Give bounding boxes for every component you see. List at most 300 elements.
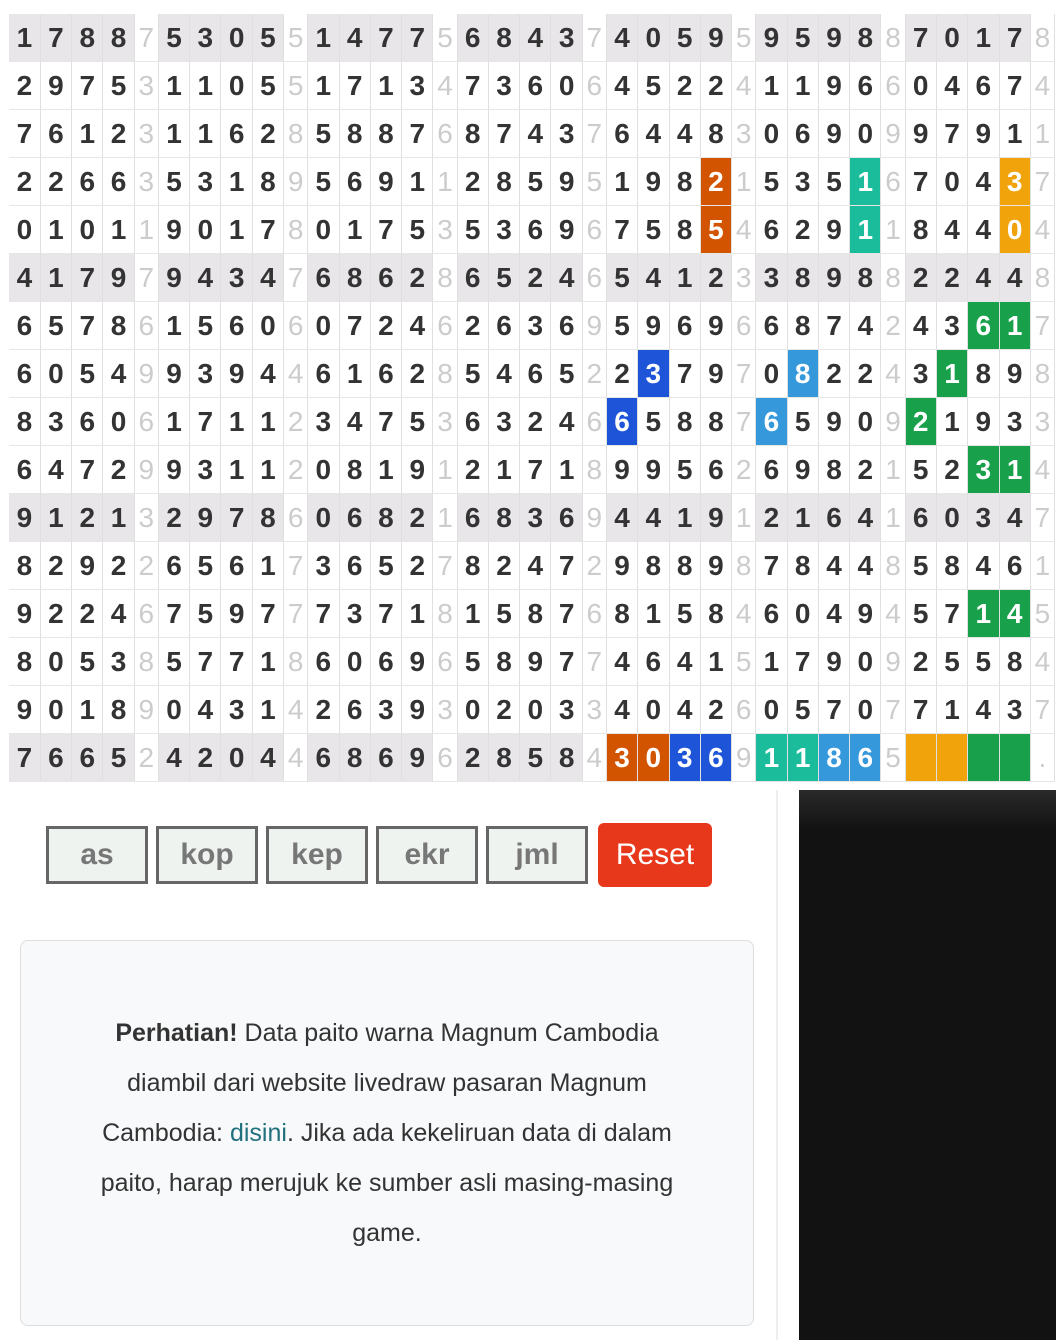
paito-cell: 9 xyxy=(158,254,189,302)
paito-cell: 5 xyxy=(638,206,669,254)
paito-cell: 0 xyxy=(638,686,669,734)
paito-cell: 1 xyxy=(756,734,787,782)
paito-cell: 5 xyxy=(308,110,339,158)
paito-cell: 7 xyxy=(221,638,252,686)
paito-cell: 2 xyxy=(190,734,221,782)
paito-separator-cell: 7 xyxy=(1030,158,1054,206)
paito-cell: 1 xyxy=(40,494,71,542)
source-link[interactable]: disini xyxy=(229,1119,287,1147)
paito-separator-cell: 6 xyxy=(881,62,905,110)
paito-cell: 1 xyxy=(850,158,881,206)
paito-cell: 8 xyxy=(669,398,700,446)
as-input[interactable] xyxy=(46,826,148,884)
paito-cell: 5 xyxy=(488,590,519,638)
paito-cell: 6 xyxy=(221,110,252,158)
paito-cell: 7 xyxy=(999,62,1030,110)
paito-cell: 8 xyxy=(488,638,519,686)
paito-cell: 4 xyxy=(999,494,1030,542)
paito-separator-cell: 2 xyxy=(582,350,606,398)
paito-cell: 4 xyxy=(936,62,967,110)
paito-cell: 6 xyxy=(221,542,252,590)
paito-separator-cell: 2 xyxy=(284,446,308,494)
paito-separator-cell: 4 xyxy=(732,62,756,110)
paito-separator-cell: 6 xyxy=(582,398,606,446)
paito-cell: 2 xyxy=(936,254,967,302)
paito-cell: 0 xyxy=(638,14,669,62)
paito-cell: 6 xyxy=(308,734,339,782)
paito-cell: 3 xyxy=(606,734,637,782)
reset-button[interactable]: Reset xyxy=(598,823,712,887)
paito-cell: 4 xyxy=(606,686,637,734)
paito-cell: 3 xyxy=(190,14,221,62)
paito-separator-cell: 7 xyxy=(1030,302,1054,350)
paito-cell: 2 xyxy=(103,446,134,494)
paito-separator-cell: 8 xyxy=(284,638,308,686)
paito-cell: 3 xyxy=(905,350,936,398)
paito-cell: 3 xyxy=(308,542,339,590)
paito-cell: 7 xyxy=(370,590,401,638)
paito-cell: 4 xyxy=(520,14,551,62)
paito-cell: 6 xyxy=(905,494,936,542)
paito-cell: 0 xyxy=(520,686,551,734)
paito-cell: 0 xyxy=(936,494,967,542)
paito-cell: 5 xyxy=(818,158,849,206)
paito-cell: 8 xyxy=(339,110,370,158)
paito-separator-cell: 7 xyxy=(582,638,606,686)
paito-cell: 8 xyxy=(252,158,283,206)
paito-cell: 9 xyxy=(9,590,40,638)
paito-cell: 5 xyxy=(638,62,669,110)
paito-cell: 3 xyxy=(999,398,1030,446)
paito-cell: 0 xyxy=(339,638,370,686)
paito-separator-cell: 5 xyxy=(284,14,308,62)
paito-cell: 1 xyxy=(756,638,787,686)
paito-cell: 9 xyxy=(638,158,669,206)
paito-cell: 8 xyxy=(103,686,134,734)
paito-separator-cell: 6 xyxy=(433,110,457,158)
paito-cell: 5 xyxy=(158,158,189,206)
paito-cell: 9 xyxy=(756,14,787,62)
paito-cell: 3 xyxy=(339,590,370,638)
paito-cell: 3 xyxy=(221,686,252,734)
paito-cell: 5 xyxy=(457,350,488,398)
paito-cell: 8 xyxy=(488,14,519,62)
paito-cell: 1 xyxy=(252,398,283,446)
paito-cell: 0 xyxy=(308,446,339,494)
paito-cell: 6 xyxy=(850,62,881,110)
paito-cell: 5 xyxy=(787,686,818,734)
paito-cell: 5 xyxy=(457,206,488,254)
paito-separator-cell: 6 xyxy=(284,494,308,542)
paito-cell: 6 xyxy=(669,302,700,350)
paito-cell: 9 xyxy=(818,110,849,158)
paito-cell: 7 xyxy=(936,590,967,638)
paito-cell: 1 xyxy=(339,350,370,398)
paito-cell: 0 xyxy=(103,398,134,446)
paito-cell: 5 xyxy=(756,158,787,206)
paito-cell: 1 xyxy=(252,686,283,734)
paito-cell: 4 xyxy=(936,206,967,254)
paito-row xyxy=(9,110,1055,158)
paito-cell: 5 xyxy=(787,14,818,62)
paito-cell: 5 xyxy=(606,302,637,350)
paito-cell: 6 xyxy=(457,14,488,62)
paito-cell: 1 xyxy=(488,446,519,494)
paito-cell: 4 xyxy=(968,254,999,302)
paito-cell: 9 xyxy=(818,206,849,254)
paito-cell xyxy=(905,734,936,782)
paito-separator-cell: 6 xyxy=(881,158,905,206)
paito-separator-cell: 5 xyxy=(732,638,756,686)
paito-cell: 7 xyxy=(308,590,339,638)
paito-cell: 5 xyxy=(190,590,221,638)
paito-cell: 9 xyxy=(221,590,252,638)
paito-row xyxy=(9,302,1055,350)
paito-cell: 2 xyxy=(9,158,40,206)
paito-row xyxy=(9,590,1055,638)
paito-cell: 9 xyxy=(905,110,936,158)
paito-cell: 4 xyxy=(850,542,881,590)
paito-cell: 5 xyxy=(669,14,700,62)
paito-cell: 4 xyxy=(999,590,1030,638)
paito-separator-cell: 7 xyxy=(1030,686,1054,734)
paito-row xyxy=(9,638,1055,686)
paito-cell: 1 xyxy=(252,638,283,686)
paito-cell: 8 xyxy=(103,302,134,350)
paito-cell: 1 xyxy=(968,14,999,62)
kep-input[interactable] xyxy=(266,826,368,884)
notice-bold: Perhatian! xyxy=(115,1019,238,1047)
paito-cell: 8 xyxy=(700,398,731,446)
paito-cell: 4 xyxy=(252,254,283,302)
paito-cell: 3 xyxy=(638,350,669,398)
paito-separator-cell: 6 xyxy=(433,734,457,782)
paito-cell: 6 xyxy=(103,158,134,206)
paito-cell: 8 xyxy=(370,494,401,542)
paito-cell: 6 xyxy=(457,494,488,542)
paito-cell: 2 xyxy=(40,542,71,590)
paito-cell: 7 xyxy=(606,206,637,254)
paito-cell: 1 xyxy=(402,590,433,638)
paito-cell: 0 xyxy=(221,734,252,782)
paito-cell: 8 xyxy=(936,542,967,590)
paito-cell: 1 xyxy=(936,350,967,398)
paito-separator-cell: 6 xyxy=(134,590,158,638)
paito-cell: 0 xyxy=(190,206,221,254)
paito-cell: 8 xyxy=(787,350,818,398)
paito-cell: 1 xyxy=(72,110,103,158)
paito-cell: 4 xyxy=(968,206,999,254)
paito-row xyxy=(9,446,1055,494)
notice-text-after: . Jika ada kekeliruan data di dalam paito, harap merujuk ke sumber asli masing-masing game. xyxy=(100,1119,674,1247)
paito-cell: 2 xyxy=(606,350,637,398)
paito-row xyxy=(9,398,1055,446)
paito-cell: 0 xyxy=(936,158,967,206)
paito-cell: 2 xyxy=(103,110,134,158)
paito-cell: 7 xyxy=(72,302,103,350)
paito-cell: 2 xyxy=(457,734,488,782)
paito-cell: 0 xyxy=(936,14,967,62)
paito-cell: 9 xyxy=(40,62,71,110)
paito-separator-cell: 7 xyxy=(284,590,308,638)
notice-box xyxy=(20,940,754,1326)
paito-cell: 3 xyxy=(103,638,134,686)
paito-cell: 9 xyxy=(968,398,999,446)
paito-cell: 1 xyxy=(158,398,189,446)
paito-cell: 2 xyxy=(103,542,134,590)
paito-cell: 1 xyxy=(158,302,189,350)
paito-cell: 9 xyxy=(551,158,582,206)
paito-cell: 5 xyxy=(968,638,999,686)
paito-cell: 1 xyxy=(40,206,71,254)
paito-cell: 0 xyxy=(787,590,818,638)
paito-cell: 7 xyxy=(818,302,849,350)
paito-cell: 1 xyxy=(221,158,252,206)
paito-cell: 8 xyxy=(339,734,370,782)
paito-cell: 7 xyxy=(999,14,1030,62)
paito-cell: 6 xyxy=(457,398,488,446)
paito-cell: 4 xyxy=(818,590,849,638)
paito-cell: 8 xyxy=(488,158,519,206)
paito-cell: 0 xyxy=(221,14,252,62)
paito-cell: 6 xyxy=(756,302,787,350)
paito-cell: 3 xyxy=(40,398,71,446)
paito-cell: 3 xyxy=(370,686,401,734)
divider xyxy=(776,790,778,1340)
paito-separator-cell: 7 xyxy=(582,14,606,62)
paito-cell: 9 xyxy=(103,254,134,302)
paito-cell: 7 xyxy=(190,638,221,686)
paito-cell: 1 xyxy=(308,14,339,62)
paito-cell: 2 xyxy=(787,206,818,254)
paito-cell: 6 xyxy=(339,542,370,590)
paito-cell: 5 xyxy=(252,14,283,62)
paito-cell: 3 xyxy=(936,302,967,350)
paito-table xyxy=(9,14,1055,782)
paito-separator-cell: 1 xyxy=(881,446,905,494)
paito-cell: 2 xyxy=(457,302,488,350)
paito-cell: 1 xyxy=(669,254,700,302)
paito-cell: 9 xyxy=(818,62,849,110)
paito-cell: 7 xyxy=(936,110,967,158)
paito-cell: 5 xyxy=(520,734,551,782)
paito-separator-cell: 3 xyxy=(134,62,158,110)
paito-separator-cell: 1 xyxy=(1030,110,1054,158)
paito-cell: 5 xyxy=(905,590,936,638)
paito-cell: 0 xyxy=(905,62,936,110)
paito-separator-cell: 7 xyxy=(134,254,158,302)
paito-row xyxy=(9,206,1055,254)
paito-separator-cell: 9 xyxy=(284,158,308,206)
paito-cell: 6 xyxy=(999,542,1030,590)
paito-separator-cell: 2 xyxy=(284,398,308,446)
paito-cell: 2 xyxy=(488,542,519,590)
paito-cell: 8 xyxy=(9,542,40,590)
paito-cell: 8 xyxy=(850,14,881,62)
paito-separator-cell: 5 xyxy=(1030,590,1054,638)
paito-separator-cell: 6 xyxy=(582,62,606,110)
paito-cell: 5 xyxy=(551,350,582,398)
paito-cell: 2 xyxy=(9,62,40,110)
paito-cell: 9 xyxy=(606,446,637,494)
kop-input[interactable] xyxy=(156,826,258,884)
paito-cell: 8 xyxy=(252,494,283,542)
notice-text xyxy=(91,1008,683,1258)
paito-separator-cell: 8 xyxy=(284,206,308,254)
paito-cell: 2 xyxy=(402,350,433,398)
paito-cell: 9 xyxy=(520,638,551,686)
paito-cell: 0 xyxy=(551,62,582,110)
paito-separator-cell: 8 xyxy=(1030,14,1054,62)
paito-separator-cell: 6 xyxy=(134,398,158,446)
paito-cell: 1 xyxy=(936,398,967,446)
paito-row xyxy=(9,350,1055,398)
paito-cell: 7 xyxy=(339,62,370,110)
paito-cell: 7 xyxy=(818,686,849,734)
paito-cell: 2 xyxy=(402,254,433,302)
paito-cell: 5 xyxy=(936,638,967,686)
paito-cell xyxy=(936,734,967,782)
paito-cell: 2 xyxy=(905,398,936,446)
paito-cell: 6 xyxy=(72,398,103,446)
paito-cell: 4 xyxy=(252,350,283,398)
paito-cell: 3 xyxy=(308,398,339,446)
paito-separator-cell: 7 xyxy=(134,14,158,62)
paito-separator-cell: 8 xyxy=(881,542,905,590)
paito-cell: 9 xyxy=(402,638,433,686)
paito-cell: 0 xyxy=(756,686,787,734)
paito-cell: 6 xyxy=(968,62,999,110)
paito-cell: 6 xyxy=(72,734,103,782)
paito-cell: 7 xyxy=(669,350,700,398)
paito-separator-cell: 6 xyxy=(582,254,606,302)
paito-row xyxy=(9,158,1055,206)
paito-cell: 9 xyxy=(158,206,189,254)
paito-cell: 2 xyxy=(72,494,103,542)
paito-cell: 0 xyxy=(158,686,189,734)
paito-cell: 1 xyxy=(252,446,283,494)
paito-separator-cell: 1 xyxy=(881,206,905,254)
paito-separator-cell: 6 xyxy=(433,302,457,350)
paito-cell: 9 xyxy=(700,542,731,590)
paito-separator-cell: 2 xyxy=(881,302,905,350)
paito-separator-cell: 7 xyxy=(284,254,308,302)
paito-cell: 4 xyxy=(551,254,582,302)
paito-cell: 2 xyxy=(700,254,731,302)
paito-cell: 7 xyxy=(905,158,936,206)
paito-cell: 8 xyxy=(787,254,818,302)
filter-controls xyxy=(46,823,712,887)
paito-cell: 6 xyxy=(551,494,582,542)
paito-separator-cell: 9 xyxy=(134,686,158,734)
paito-cell: 0 xyxy=(850,110,881,158)
paito-cell: 1 xyxy=(669,494,700,542)
paito-cell: 7 xyxy=(457,62,488,110)
paito-cell: 0 xyxy=(308,494,339,542)
paito-cell: 3 xyxy=(488,398,519,446)
paito-cell: 6 xyxy=(488,302,519,350)
paito-separator-cell: 9 xyxy=(881,638,905,686)
paito-cell: 1 xyxy=(638,590,669,638)
paito-separator-cell: 3 xyxy=(134,494,158,542)
paito-cell: 1 xyxy=(606,158,637,206)
paito-cell: 8 xyxy=(669,206,700,254)
paito-cell: 0 xyxy=(850,638,881,686)
paito-cell: 1 xyxy=(457,590,488,638)
paito-cell: 7 xyxy=(488,110,519,158)
paito-cell: 3 xyxy=(551,110,582,158)
paito-cell: 7 xyxy=(72,446,103,494)
paito-cell: 6 xyxy=(339,686,370,734)
paito-separator-cell: 5 xyxy=(433,14,457,62)
paito-cell: 4 xyxy=(103,590,134,638)
paito-cell: 4 xyxy=(968,158,999,206)
paito-cell: 9 xyxy=(158,446,189,494)
paito-cell: 5 xyxy=(158,638,189,686)
paito-cell: 2 xyxy=(488,686,519,734)
paito-cell: 2 xyxy=(370,302,401,350)
paito-cell: 0 xyxy=(850,398,881,446)
paito-cell: 6 xyxy=(700,446,731,494)
paito-cell: 9 xyxy=(818,14,849,62)
paito-cell: 5 xyxy=(488,254,519,302)
paito-row xyxy=(9,494,1055,542)
paito-separator-cell: 9 xyxy=(881,398,905,446)
paito-separator-cell: 5 xyxy=(582,158,606,206)
paito-cell: 9 xyxy=(638,302,669,350)
paito-cell: 5 xyxy=(72,350,103,398)
paito-cell: 1 xyxy=(103,206,134,254)
paito-separator-cell: 1 xyxy=(433,494,457,542)
jml-input[interactable] xyxy=(486,826,588,884)
paito-cell: 7 xyxy=(402,110,433,158)
paito-cell: 5 xyxy=(370,542,401,590)
paito-cell: 3 xyxy=(190,350,221,398)
paito-cell: 7 xyxy=(551,638,582,686)
paito-cell: 6 xyxy=(700,734,731,782)
paito-cell: 6 xyxy=(339,494,370,542)
paito-separator-cell: 1 xyxy=(732,158,756,206)
paito-cell: 5 xyxy=(669,590,700,638)
paito-cell: 1 xyxy=(103,494,134,542)
paito-cell: 8 xyxy=(339,446,370,494)
paito-cell: 4 xyxy=(638,110,669,158)
paito-separator-cell: 6 xyxy=(732,302,756,350)
paito-cell: 9 xyxy=(700,14,731,62)
paito-cell: 1 xyxy=(40,254,71,302)
paito-cell: 3 xyxy=(551,14,582,62)
paito-cell: 8 xyxy=(787,542,818,590)
paito-cell: 2 xyxy=(402,542,433,590)
paito-cell: 5 xyxy=(606,254,637,302)
paito-separator-cell: 3 xyxy=(433,686,457,734)
paito-separator-cell: 4 xyxy=(732,206,756,254)
paito-cell: 1 xyxy=(158,62,189,110)
paito-cell: 6 xyxy=(850,734,881,782)
paito-cell: 6 xyxy=(520,62,551,110)
paito-cell: 5 xyxy=(638,398,669,446)
paito-cell: 8 xyxy=(488,734,519,782)
ekr-input[interactable] xyxy=(376,826,478,884)
paito-cell: 8 xyxy=(787,302,818,350)
paito-cell: 6 xyxy=(158,542,189,590)
paito-cell: 9 xyxy=(370,158,401,206)
paito-separator-cell: 4 xyxy=(881,590,905,638)
paito-separator-cell: 6 xyxy=(134,302,158,350)
paito-cell: 8 xyxy=(103,14,134,62)
paito-cell: 2 xyxy=(252,110,283,158)
paito-cell: 8 xyxy=(700,110,731,158)
